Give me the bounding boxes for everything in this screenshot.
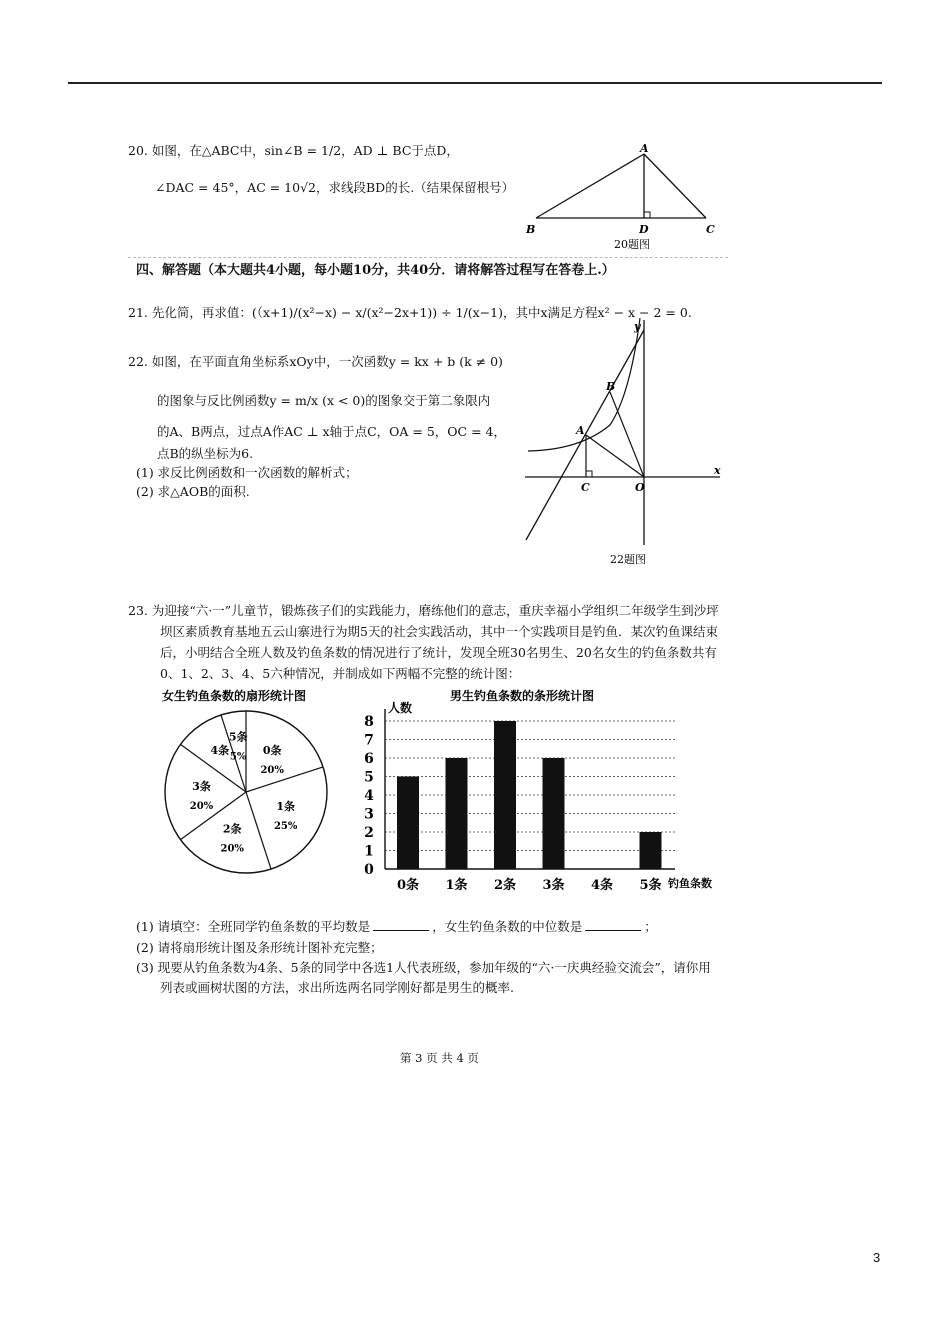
pie-slice-label: 4条 — [210, 743, 230, 757]
q22-number: 22. — [128, 354, 148, 369]
bar-category-label: 0条 — [396, 878, 420, 893]
pie-slice-label: 1条 — [276, 800, 296, 814]
pie-slice-label: 5条 — [228, 730, 248, 744]
q23-line3: 后，小明结合全班人数及钓鱼条数的情况进行了统计，发现全班30名男生、20名女生的钓鱼条数共有 — [160, 645, 717, 660]
q23-sub3-line1: (3) 现要从钓鱼条数为4条、5条的同学中各选1人代表班级，参加年级的“六·一庆典经验交流会”，请你用 — [136, 960, 711, 975]
q22-label-x: x — [714, 464, 721, 477]
q20-side-ab — [536, 154, 644, 218]
q22-sub2: (2) 求△AOB的面积. — [136, 484, 250, 499]
q22-sub1: (1) 求反比例函数和一次函数的解析式； — [136, 465, 358, 480]
bar-y-tick-label: 4 — [364, 788, 374, 804]
section-separator — [128, 257, 728, 258]
q20-line1 — [128, 143, 459, 159]
bar-category-label: 3条 — [542, 878, 565, 893]
q23-number: 23. — [128, 603, 148, 618]
pie-slice-percent: 5% — [229, 751, 247, 763]
q20-figure — [520, 140, 730, 255]
q22-caption: 22题图 — [610, 553, 646, 566]
bar-chart-title: 男生钓鱼条数的条形统计图 — [450, 689, 595, 703]
q22-line-ab — [526, 330, 644, 540]
q22-label-y: y — [634, 320, 641, 333]
q23-sub1 — [136, 919, 657, 935]
bar-0 — [397, 777, 419, 870]
bar-3 — [543, 758, 565, 869]
q22-right-angle-mark — [586, 471, 592, 477]
pie-slice-percent: 20% — [220, 843, 244, 855]
q23-sub3-line2: 列表或画树状图的方法，求出所选两名同学刚好都是男生的概率. — [160, 980, 514, 995]
q23-text-1: 为迎接“六·一”儿童节，锻炼孩子们的实践能力，磨练他们的意志，重庆幸福小学组织二年级学生到沙坪 — [151, 603, 719, 618]
pie-slice-percent: 20% — [189, 801, 214, 812]
q22-text-1: 如图，在平面直角坐标系xOy中，一次函数y = kx + b (k ≠ 0) — [151, 354, 503, 369]
q20-label-c: C — [706, 223, 715, 236]
q21-text: 先化简，再求值：(（x+1)/(x²−x) − x/(x²−2x+1)) ÷ 1/(x−1)，其中x满足方程x² − x − 2 = 0. — [151, 305, 692, 320]
header-rule — [68, 82, 882, 84]
page-number: 3 — [873, 1250, 881, 1265]
q23-line1 — [128, 603, 719, 619]
q20-number: 20. — [128, 143, 148, 158]
section-4-heading: 四、解答题（本大题共4小题，每小题10分，共40分．请将解答过程写在答卷上.） — [136, 263, 615, 278]
bar-2 — [494, 721, 516, 869]
pie-slice-label: 2条 — [222, 822, 242, 836]
q22-label-a: A — [576, 424, 585, 437]
q23-sub1-part-a: (1) 请填空：全班同学钓鱼条数的平均数是 — [136, 919, 371, 934]
bar-y-tick-label: 0 — [364, 862, 374, 878]
q20-label-b: B — [526, 223, 536, 236]
q20-caption: 20题图 — [614, 238, 650, 251]
pie-slice-boundary — [246, 764, 323, 792]
pie-slice-label: 3条 — [192, 780, 211, 793]
bar-1 — [446, 758, 468, 869]
q23-sub1-part-c: ； — [644, 919, 657, 934]
bar-y-tick-label: 3 — [364, 806, 374, 823]
q23-line4: 0、1、2、3、4、5六种情况，并制成如下两幅不完整的统计图： — [160, 666, 521, 681]
pie-chart-title: 女生钓鱼条数的扇形统计图 — [162, 689, 307, 703]
q22-figure — [520, 310, 730, 575]
bar-5 — [640, 832, 662, 869]
q23-blank-median — [585, 919, 641, 931]
bar-y-tick-label: 8 — [364, 714, 374, 730]
bar-y-tick-label: 5 — [364, 769, 374, 786]
pie-slice-percent: 20% — [260, 764, 284, 776]
q22-line4: 点B的纵坐标为6. — [157, 446, 254, 461]
bar-y-tick-label: 1 — [364, 843, 374, 860]
q22-line1 — [128, 354, 503, 370]
bar-category-label: 2条 — [493, 878, 517, 893]
q20-label-d: D — [639, 223, 649, 236]
boys-bar-chart — [355, 686, 740, 896]
bar-chart-ylabel: 人数 — [388, 701, 413, 715]
q22-label-o: O — [635, 481, 645, 494]
q23-blank-average — [373, 919, 429, 931]
q23-sub1-part-b: ，女生钓鱼条数的中位数是 — [432, 919, 583, 934]
q23-line2: 坝区素质教育基地五云山寨进行为期5天的社会实践活动，其中一个实践项目是钓鱼．某次钓鱼课结束 — [160, 624, 718, 639]
bar-category-label: 5条 — [639, 878, 662, 893]
q20-text-1: 如图，在△ABC中，sin∠B = 1/2，AD ⊥ BC于点D， — [151, 143, 459, 158]
q22-line2: 的图象与反比例函数y = m/x (x < 0)的图象交于第二象限内 — [157, 393, 491, 408]
bar-y-tick-label: 6 — [364, 751, 374, 767]
bar-chart-xlabel: 钓鱼条数 — [668, 877, 712, 890]
q20-line2: ∠DAC = 45°，AC = 10√2，求线段BD的长.（结果保留根号） — [155, 180, 515, 195]
bar-category-label: 4条 — [590, 878, 614, 893]
q22-line3: 的A、B两点，过点A作AC ⊥ x轴于点C，OA = 5，OC = 4， — [157, 424, 506, 439]
pie-slice-percent: 25% — [273, 821, 298, 833]
bar-y-tick-label: 2 — [364, 825, 374, 841]
q20-side-ac — [644, 154, 706, 218]
page-footer: 第 3 页 共 4 页 — [400, 1051, 479, 1065]
q22-label-c: C — [581, 481, 590, 494]
bar-category-label: 1条 — [445, 878, 468, 893]
bar-y-tick-label: 7 — [364, 732, 374, 749]
girls-pie-chart — [150, 686, 340, 876]
pie-slice-label: 0条 — [262, 743, 282, 757]
q20-right-angle-mark — [644, 212, 650, 218]
q22-label-b: B — [606, 380, 616, 393]
pie-slice-boundary — [246, 792, 271, 869]
q23-sub2: (2) 请将扇形统计图及条形统计图补充完整； — [136, 940, 383, 955]
q20-label-a: A — [640, 142, 649, 155]
q21-number: 21. — [128, 305, 148, 320]
